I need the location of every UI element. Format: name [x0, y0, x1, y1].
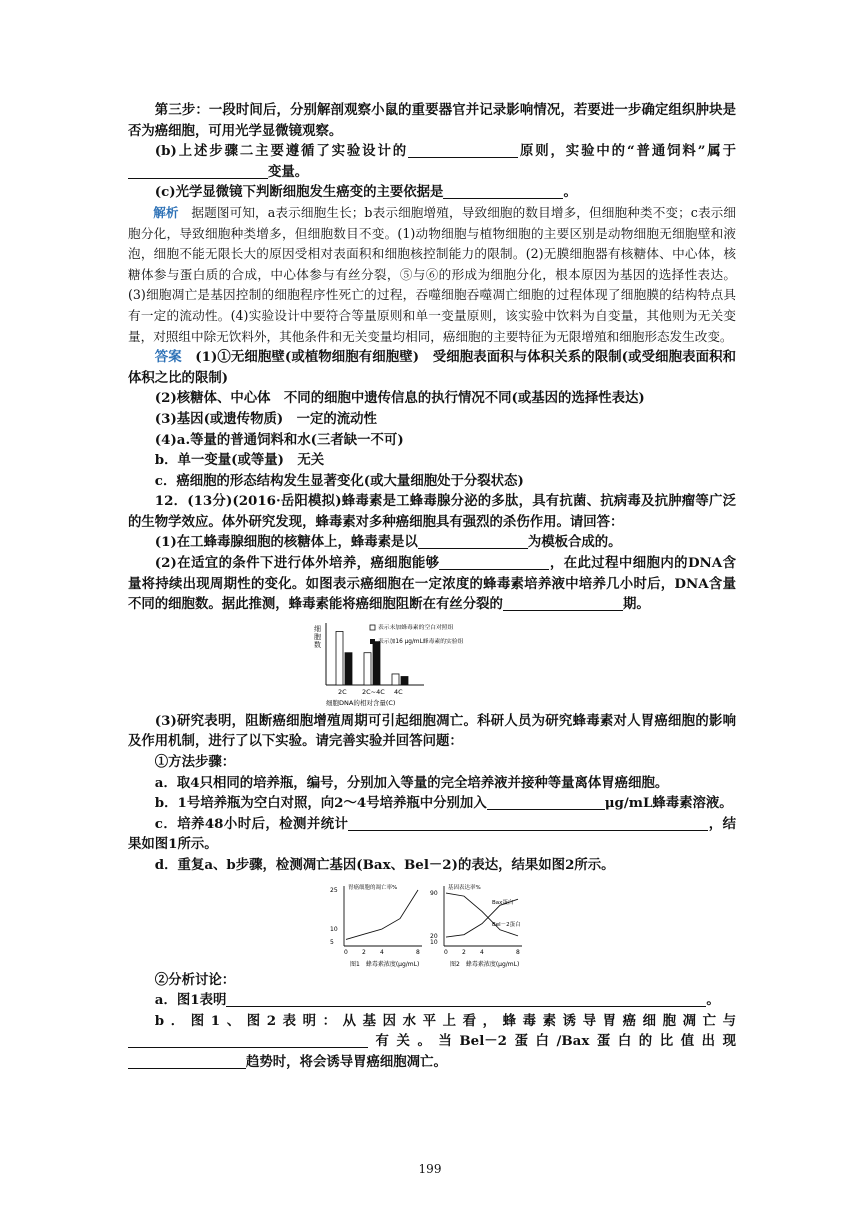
step-c: c．培养48小时后，检测并统计 ，结果如图1所示。: [128, 815, 736, 853]
bar-control: [392, 674, 399, 685]
answer-blank[interactable]: [439, 555, 549, 570]
y-tick-label: 10: [330, 925, 338, 933]
y-tick-label: 25: [330, 886, 338, 894]
answer-blank[interactable]: [348, 816, 708, 831]
answer-blank[interactable]: [128, 1033, 368, 1048]
answer-paragraph: 答案 (1)①无细胞壁(或植物细胞有细胞壁) 受细胞表面积与体积关系的限制(或受细胞表面积和体积之比的限制): [128, 349, 736, 386]
x-tick-label: 8: [516, 948, 520, 956]
answer-line: b．单一变量(或等量) 无关: [154, 452, 325, 469]
y-tick-label: 5: [330, 938, 334, 946]
legend-swatch-treated: [370, 639, 375, 644]
answer-blank[interactable]: [443, 184, 563, 199]
legend-swatch-control: [370, 625, 375, 630]
document-page: [128, 100, 736, 1073]
bar-control: [336, 631, 343, 685]
figures-1-2: [322, 880, 542, 970]
x-tick-label: 0: [344, 948, 348, 956]
fig2-bel2-label: Bel－2蛋白: [492, 921, 521, 928]
bar-treated: [401, 676, 408, 685]
analysis-paragraph: 解析 据题图可知，a表示细胞生长；b表示细胞增殖，导致细胞的数目增多，但细胞种类不变；c表示细胞分化，导致细胞种类增多，但细胞数目不变。(1)动物细胞与植物细胞的主要区别是动物细胞无细胞壁和液泡，细胞不能无限长大的原因受相对表面积和细胞核控制能力的限制。(2)无膜细胞器有核糖体、中心体，核糖体参与蛋白质的合成，中心体参与有丝分裂，⑤与⑥的形成为细胞分化，根本原因为基因的选择性表达。(3)细胞凋亡是基因控制的细胞程序性死亡的过程，吞噬细胞吞噬凋亡细胞的过程体现了细胞膜的结构特点具有一定的流动性。(4)实验设计中要符合等量原则和单一变量原则，该实验中饮料为自变量，其他则为无关变量，对照组中除无饮料外，其他条件和无关变量均相同，癌细胞的主要特征为无限增殖和细胞形态发生改变。: [128, 204, 737, 344]
fig1-ylabel: 胃癌细胞的凋亡率%: [348, 884, 398, 891]
y-tick-label: 90: [430, 889, 438, 897]
answer-blank[interactable]: [487, 795, 605, 810]
fig1-xlabel: 图1 蜂毒素浓度(μg/mL): [350, 960, 420, 968]
analysis-label: 解析: [153, 204, 179, 220]
step-d: d．重复a、b步骤，检测凋亡基因(Bax、Bel－2)的表达，结果如图2所示。: [154, 857, 615, 873]
x-tick-label: 2C~4C: [362, 687, 385, 696]
answer-blank[interactable]: [408, 143, 518, 158]
x-tick-label: 8: [416, 948, 420, 956]
x-tick-label: 4: [480, 948, 484, 956]
y-tick-label: 20: [430, 932, 438, 940]
answer-blank[interactable]: [226, 992, 706, 1007]
question-12: 12．(13分)(2016·岳阳模拟)蜂毒素是工蜂毒腺分泌的多肽，具有抗菌、抗病毒及抗肿瘤等广泛的生物学效应。体外研究发现，蜂毒素对多种癌细胞具有强烈的杀伤作用。请回答：: [128, 493, 736, 530]
x-tick-label: 2: [462, 948, 466, 956]
steps-heading: ①方法步骤：: [154, 754, 236, 771]
bar-treated: [373, 641, 380, 684]
figures-1-2-svg: [322, 880, 542, 970]
y-tick-label: 10: [430, 938, 438, 946]
ylabel-char: 数: [314, 640, 321, 649]
question-12-3: (3)研究表明，阻断癌细胞增殖周期可引起细胞凋亡。科研人员为研究蜂毒素对人胃癌细胞的影响及作用机制，进行了以下实验。请完善实验并回答问题：: [128, 712, 736, 750]
page-number: 199: [418, 1162, 442, 1176]
analysis-b: b．图1、图2表明：从基因水平上看，蜂毒素诱导胃癌细胞凋亡与有关。当Bel－2蛋白/Bax蛋白的比值出现趋势时，将会诱导胃癌细胞凋亡。: [128, 1011, 736, 1073]
step-a: a．取4只相同的培养瓶，编号，分别加入等量的完全培养液并接种等量离体胃癌细胞。: [154, 774, 669, 791]
question-c: (c)光学显微镜下判断细胞发生癌变的主要依据是 。: [154, 184, 577, 201]
legend-control: 表示未加蜂毒素的空白对照组: [378, 624, 454, 631]
dna-content-chart: [312, 619, 552, 711]
answer-blank[interactable]: [503, 596, 623, 611]
dna-xlabel: 细胞DNA的相对含量(C): [326, 698, 396, 707]
question-b: (b)上述步骤二主要遵循了实验设计的 原则，实验中的“普通饲料”属于变量。: [128, 141, 736, 182]
bar-treated: [345, 653, 352, 685]
x-tick-label: 4C: [394, 687, 403, 696]
answer-line: (3)基因(或遗传物质) 一定的流动性: [154, 410, 377, 427]
ylabel-char: 细: [314, 624, 321, 633]
x-tick-label: 0: [444, 948, 448, 956]
fig2-xlabel: 图2 蜂毒素浓度(μg/mL): [450, 960, 520, 968]
analysis-a: a．图1表明 。: [154, 992, 720, 1009]
bar-control: [364, 653, 371, 685]
x-tick-label: 4: [380, 948, 384, 956]
answer-blank[interactable]: [418, 534, 528, 549]
question-12-2: (2)在适宜的条件下进行体外培养，癌细胞能够 ，在此过程中细胞内的DNA含量将持续出现周期性的变化。如图表示癌细胞在一定浓度的蜂毒素培养液中培养几小时后，DNA含量不同的细胞数。据此推测，蜂毒素能将癌细胞阻断在有丝分裂的 期。: [128, 555, 736, 613]
step-b: b．1号培养瓶为空白对照，向2～4号培养瓶中分别加入 μg/mL蜂毒素溶液。: [154, 795, 733, 812]
fig1-apoptosis-curve: [346, 890, 418, 939]
answer-line: (4)a.等量的普通饲料和水(三者缺一不可): [154, 431, 404, 448]
answer-label: 答案: [154, 349, 182, 366]
question-12-1: (1)在工蜂毒腺细胞的核糖体上，蜂毒素是以 为模板合成的。: [154, 534, 622, 551]
answer-blank[interactable]: [128, 164, 268, 179]
answer-line: (2)核糖体、中心体 不同的细胞中遗传信息的执行情况不同(或基因的选择性表达): [154, 390, 645, 407]
fig2-ylabel: 基因表达率%: [448, 884, 481, 891]
dna-ylabel: [314, 625, 323, 649]
dna-tick-labels: [338, 688, 403, 696]
answer-line: c．癌细胞的形态结构发生显著变化(或大量细胞处于分裂状态): [154, 472, 524, 489]
answer-blank[interactable]: [128, 1054, 246, 1069]
ylabel-char: 胞: [314, 632, 321, 641]
analysis-heading: ②分析讨论：: [154, 971, 236, 988]
fig2-bax-label: Bax蛋白: [492, 899, 514, 906]
x-tick-label: 2C: [338, 687, 347, 696]
legend-treated: 表示加16 μg/mL蜂毒素的实验组: [378, 638, 464, 645]
x-tick-label: 2: [362, 948, 366, 956]
dna-bar-chart: [312, 619, 552, 711]
step3-text: 第三步：一段时间后，分别解剖观察小鼠的重要器官并记录影响情况，若要进一步确定组织肿块是否为癌细胞，可用光学显微镜观察。: [128, 102, 736, 139]
